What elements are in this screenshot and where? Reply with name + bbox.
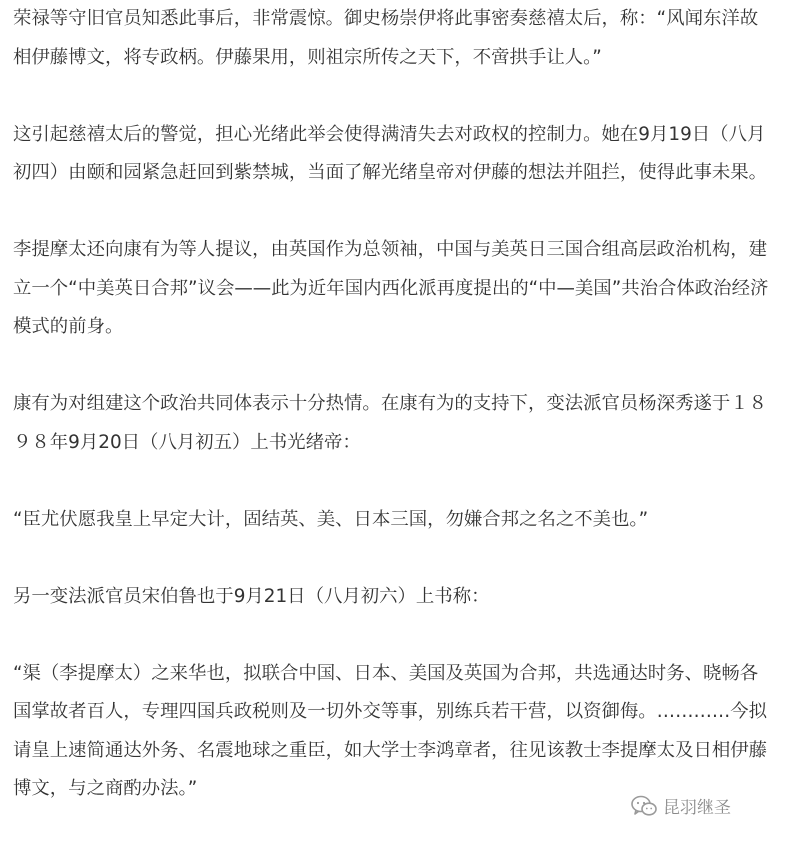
account-watermark <box>629 793 733 818</box>
paragraph-5-quote: “臣尤伏愿我皇上早定大计，固结英、美、日本三国，勿嫌合邦之名之不美也。” <box>13 508 649 530</box>
paragraph-gap <box>13 616 775 655</box>
watermark-text: 昆羽继圣 <box>663 798 731 818</box>
paragraph-gap <box>13 193 775 232</box>
wechat-icon <box>631 795 657 817</box>
paragraph-gap <box>13 539 775 578</box>
paragraph-7-quote: “渠（李提摩太）之来华也，拟联合中国、日本、美国及英国为合邦，共选通达时务、晓畅各国掌故者百人，专理四国兵政税则及一切外交等事，别练兵若干营，以资御侮。…………今拟请皇上速简通达外务、名震地球之重臣，如大学士李鸿章者，往见该教士李提摩太及日相伊藤博文，与之商酌办法。” <box>13 662 768 799</box>
article-body <box>13 0 775 809</box>
paragraph-1: 荣禄等守旧官员知悉此事后，非常震惊。御史杨崇伊将此事密奏慈禧太后，称：“风闻东洋故相伊藤博文，将专政柄。伊藤果用，则祖宗所传之天下，不啻拱手让人。” <box>13 8 759 68</box>
paragraph-4: 康有为对组建这个政治共同体表示十分热情。在康有为的支持下，变法派官员杨深秀遂于１８９８年9月20日（八月初五）上书光绪帝： <box>13 393 768 453</box>
paragraph-gap <box>13 462 775 501</box>
paragraph-gap <box>13 347 775 386</box>
paragraph-gap <box>13 77 775 116</box>
paragraph-6: 另一变法派官员宋伯鲁也于9月21日（八月初六）上书称： <box>13 585 490 607</box>
paragraph-3: 李提摩太还向康有为等人提议，由英国作为总领袖，中国与美英日三国合组高层政治机构，建立一个“中美英日合邦”议会——此为近年国内西化派再度提出的“中—美国”共治合体政治经济模式的前身。 <box>13 239 769 337</box>
paragraph-2: 这引起慈禧太后的警觉，担心光绪此举会使得满清失去对政权的控制力。她在9月19日（八月初四）由颐和园紧急赶回到紫禁城，当面了解光绪皇帝对伊藤的想法并阻拦，使得此事未果。 <box>13 123 768 183</box>
